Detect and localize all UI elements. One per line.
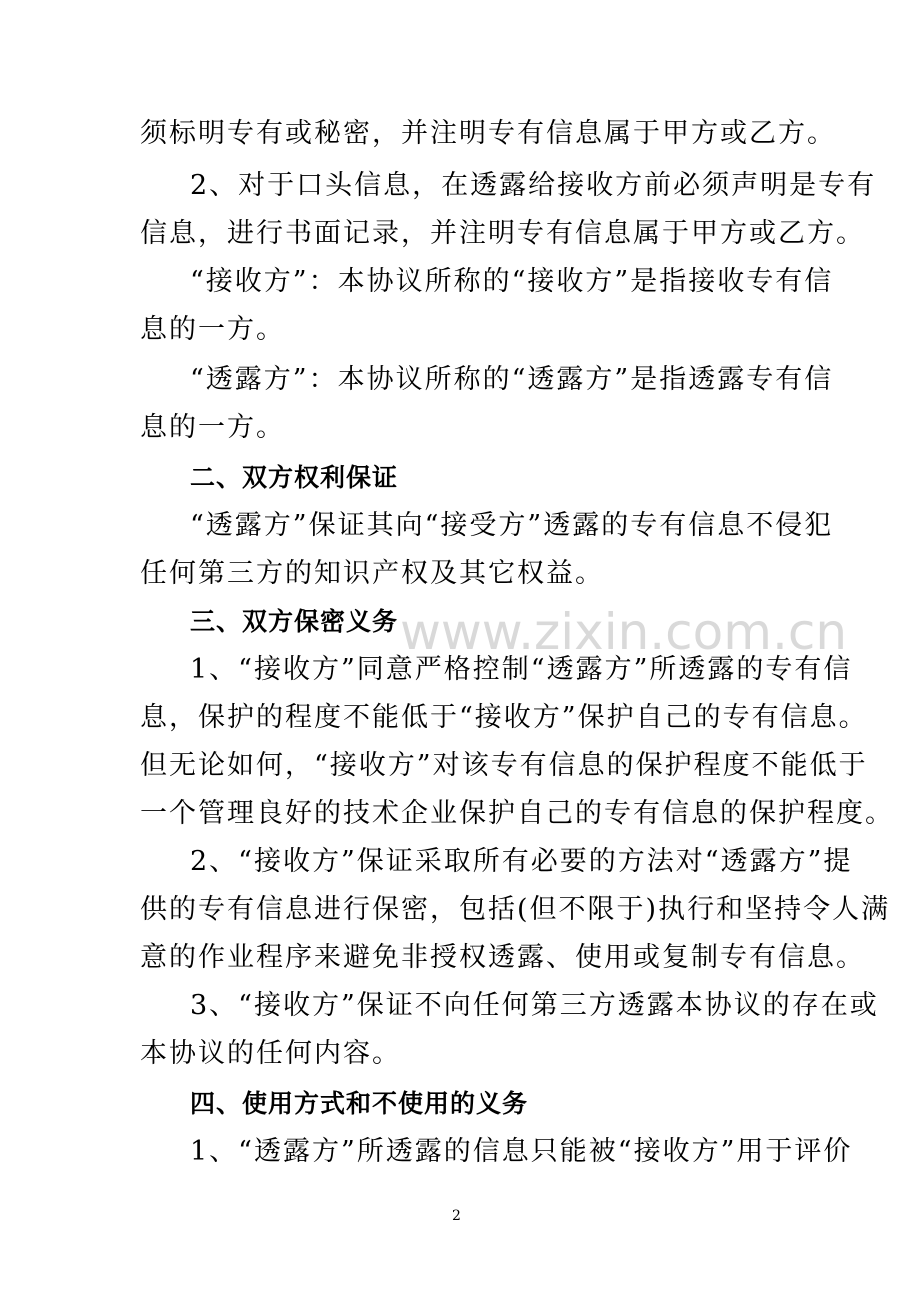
page-number: 2 (452, 1208, 461, 1224)
text-line: 2、“接收方”保证采取所有必要的方法对“透露方”提 (190, 846, 853, 877)
text-line: 息的一方。 (140, 314, 285, 345)
text-line: 信息，进行书面记录，并注明专有信息属于甲方或乙方。 (140, 218, 865, 249)
text-line: “透露方”保证其向“接受方”透露的专有信息不侵犯 (190, 510, 834, 541)
watermark: www.zixin.com.cn (400, 603, 848, 661)
text-line: “接收方”：本协议所称的“接收方”是指接收专有信 (190, 266, 834, 297)
text-line: 本协议的任何内容。 (140, 1038, 401, 1069)
text-line: 1、“接收方”同意严格控制“透露方”所透露的专有信 (190, 654, 853, 685)
text-line: 任何第三方的知识产权及其它权益。 (140, 558, 604, 589)
text-line: 2、对于口头信息，在透露给接收方前必须声明是专有 (190, 170, 877, 201)
text-line: 意的作业程序来避免非授权透露、使用或复制专有信息。 (140, 942, 865, 973)
text-line: 1、“透露方”所透露的信息只能被“接收方”用于评价 (190, 1136, 853, 1167)
section-heading: 四、使用方式和不使用的义务 (190, 1089, 529, 1118)
text-line: 须标明专有或秘密，并注明专有信息属于甲方或乙方。 (140, 118, 836, 149)
text-line: 3、“接收方”保证不向任何第三方透露本协议的存在或 (190, 990, 879, 1021)
section-heading: 三、双方保密义务 (190, 607, 399, 636)
section-heading: 二、双方权利保证 (190, 463, 399, 492)
text-line: 一个管理良好的技术企业保护自己的专有信息的保护程度。 (140, 798, 894, 829)
text-line: 息，保护的程度不能低于“接收方”保护自己的专有信息。 (140, 702, 868, 733)
text-line: 息的一方。 (140, 412, 285, 443)
text-line: 但无论如何，“接收方”对该专有信息的保护程度不能低于 (140, 750, 868, 781)
text-line: 供的专有信息进行保密，包括(但不限于)执行和坚持令人满 (140, 894, 891, 925)
text-line: “透露方”：本协议所称的“透露方”是指透露专有信 (190, 364, 834, 395)
